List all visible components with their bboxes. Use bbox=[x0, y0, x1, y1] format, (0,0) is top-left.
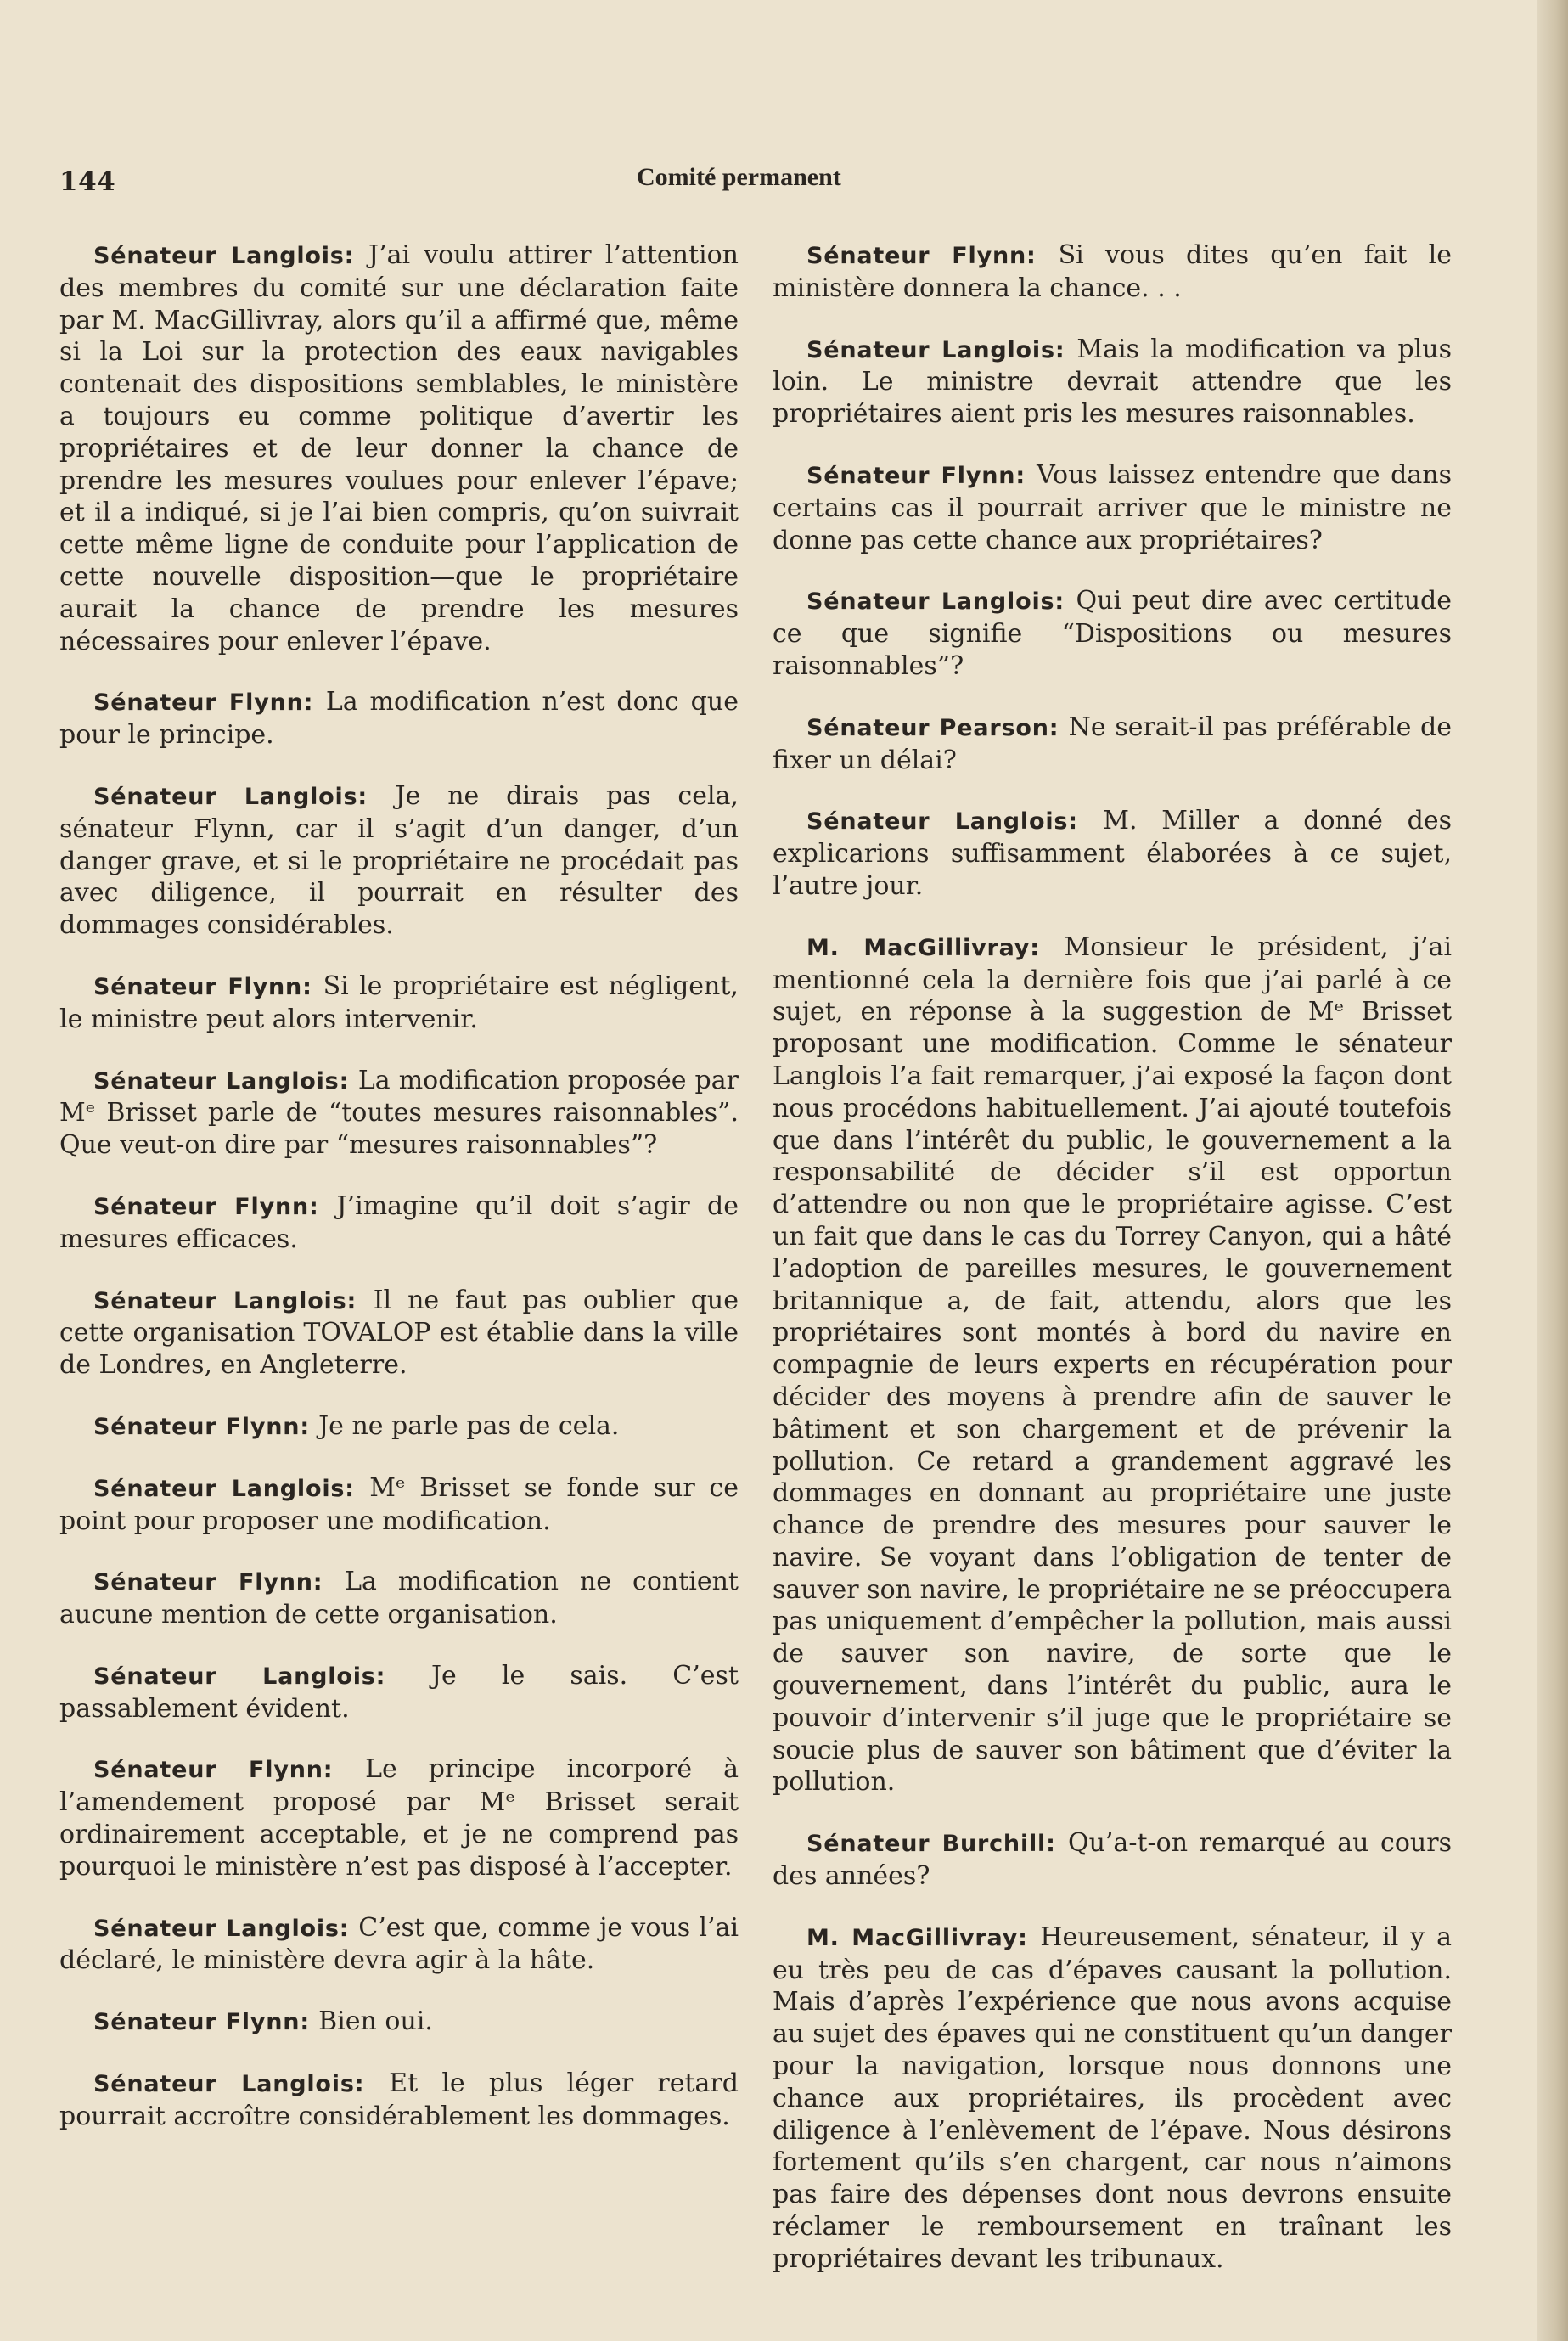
speech-paragraph bbox=[59, 1285, 739, 1382]
speech-text: La modification n’est donc que pour le principe. bbox=[59, 687, 739, 751]
speech-text: Mᵉ Brisset se fonde sur ce point pour proposer une modification. bbox=[59, 1472, 739, 1536]
speech-paragraph bbox=[773, 712, 1452, 777]
speech-paragraph bbox=[773, 1922, 1452, 2276]
right-column bbox=[773, 239, 1452, 2304]
speaker-name: Sénateur Flynn : bbox=[93, 1414, 318, 1440]
speech-paragraph bbox=[773, 459, 1452, 556]
speech-paragraph bbox=[59, 1065, 739, 1162]
speaker-name: Sénateur Flynn : bbox=[806, 243, 1059, 269]
speech-paragraph bbox=[773, 239, 1452, 305]
speaker-name: Sénateur Langlois : bbox=[93, 1476, 369, 1502]
speech-paragraph bbox=[59, 686, 739, 751]
speech-paragraph bbox=[59, 2068, 739, 2133]
speech-paragraph bbox=[59, 2006, 739, 2039]
speaker-name: Sénateur Flynn : bbox=[93, 2009, 318, 2035]
speaker-name: Sénateur Flynn : bbox=[93, 1194, 337, 1220]
running-title: Comité permanent bbox=[637, 163, 841, 191]
speech-text: M. Miller a donné des explicarions suffisamment élaborées à ce sujet, l’autre jour. bbox=[773, 806, 1452, 901]
speech-text: Qui peut dire avec certitude ce que signifie “Dispositions ou mesures raisonnables”? bbox=[773, 586, 1452, 681]
page-number: 144 bbox=[59, 166, 116, 197]
speech-paragraph bbox=[59, 1566, 739, 1631]
speech-paragraph bbox=[59, 239, 739, 657]
speech-text: Et le plus léger retard pourrait accroître considérablement les dommages. bbox=[59, 2068, 739, 2131]
speech-text: Si vous dites qu’en fait le ministère donnera la chance. . . bbox=[773, 240, 1452, 303]
speaker-name: Sénateur Flynn : bbox=[93, 1569, 345, 1595]
speaker-name: Sénateur Flynn : bbox=[93, 974, 323, 1000]
speech-text: Monsieur le président, j’ai mentionné cela la dernière fois que j’ai parlé à ce sujet, en réponse à la suggestion de Mᵉ Brisset proposant une modification. Comme le sénateur Langlois l’a fait remarquer, j’ai exposé la façon dont nous procédons habituellement. J’ai ajouté toutefois que dans l’intérêt du public, le gouvernement a la responsabilité de décider s’il est opportun d’attendre ou non que le propriétaire agisse. C’est un fait que dans le cas du Torrey Canyon, qui a hâté l’adoption de pareilles mesures, le gouvernement britannique a, de fait, attendu, alors que les propriétaires sont montés à bord du navire en compagnie de leurs experts en récupération pour décider des moyens à prendre afin de sauver le bâtiment et son chargement et de prévenir la pollution. Ce retard a grandement aggravé les dommages en donnant au propriétaire une juste chance de prendre des mesures pour sauver le navire. Se voyant dans l’obligation de tenter de sauver son navire, le propriétaire ne se préoccupera pas uniquement d’empêcher la pollution, mais aussi de sauver son navire, de sorte que le gouvernement, dans l’intérêt du public, aura le pouvoir d’intervenir s’il juge que le propriétaire se soucie plus de sauver son bâtiment que d’éviter la pollution. bbox=[773, 931, 1452, 1798]
speech-paragraph bbox=[59, 1912, 739, 1978]
page-header bbox=[59, 163, 1460, 209]
speech-text: Je le sais. C’est passablement évident. bbox=[59, 1660, 739, 1724]
speaker-name: M. MacGillivray : bbox=[806, 935, 1065, 961]
speech-text: Vous laissez entendre que dans certains cas il pourrait arriver que le ministre ne donne pas cette chance aux propriétaires? bbox=[773, 459, 1452, 555]
speaker-name: Sénateur Flynn : bbox=[806, 463, 1037, 489]
page-edge bbox=[1537, 0, 1568, 2341]
speaker-name: Sénateur Langlois : bbox=[806, 337, 1076, 363]
speech-text: Je ne dirais pas cela, sénateur Flynn, car il s’agit d’un danger, d’un danger grave, et si le propriétaire ne procédait pas avec diligence, il pourrait en résulter des dommages considérables. bbox=[59, 780, 739, 941]
speech-paragraph bbox=[773, 1827, 1452, 1893]
speech-text: C’est que, comme je vous l’ai déclaré, le ministère devra agir à la hâte. bbox=[59, 1912, 739, 1976]
speech-text: Mais la modification va plus loin. Le ministre devrait attendre que les propriétaires aient pris les mesures raisonnables. bbox=[773, 334, 1452, 430]
speech-text: Qu’a-t-on remarqué au cours des années? bbox=[773, 1828, 1452, 1892]
speaker-name: Sénateur Langlois : bbox=[806, 588, 1076, 615]
speech-paragraph bbox=[59, 971, 739, 1036]
speech-paragraph bbox=[773, 805, 1452, 902]
speech-paragraph bbox=[773, 931, 1452, 1799]
speaker-name: M. MacGillivray : bbox=[806, 1925, 1040, 1951]
speech-paragraph bbox=[59, 780, 739, 942]
speaker-name: Sénateur Langlois : bbox=[806, 808, 1103, 835]
speech-text: La modification ne contient aucune mention de cette organisation. bbox=[59, 1567, 739, 1630]
speaker-name: Sénateur Langlois : bbox=[93, 243, 368, 269]
speech-text: Ne serait-il pas préférable de fixer un délai? bbox=[773, 712, 1452, 775]
speaker-name: Sénateur Flynn : bbox=[93, 689, 326, 716]
speech-text: Heureusement, sénateur, il y a eu très peu de cas d’épaves causant la pollution. Mais d’après l’expérience que nous avons acquise au sujet des épaves qui ne constituent qu’un danger pour la navigation, lorsque nous donnons une chance aux propriétaires, ils procèdent avec diligence à l’enlèvement de l’épave. Nous désirons fortement qu’ils s’en chargent, car nous n’aimons pas faire des dépenses dont nous devrons ensuite réclamer le remboursement en traînant les propriétaires devant les tribunaux. bbox=[773, 1922, 1452, 2274]
speech-text: La modification proposée par Mᵉ Brisset parle de “toutes mesures raisonnables”. Que veut-on dire par “mesures raisonnables”? bbox=[59, 1065, 739, 1161]
speech-text: Le principe incorporé à l’amendement proposé par Mᵉ Brisset serait ordinairement acceptable, et je ne comprend pas pourquoi le ministère n’est pas disposé à l’accepter. bbox=[59, 1754, 739, 1882]
speaker-name: Sénateur Flynn : bbox=[93, 1757, 365, 1783]
speech-paragraph bbox=[59, 1190, 739, 1256]
speech-text: J’ai voulu attirer l’attention des membres du comité sur une déclaration faite par M. MacGillivray, alors qu’il a affirmé que, même si la Loi sur la protection des eaux navigables contenait des dispositions semblables, le ministère a toujours eu comme politique d’avertir les propriétaires et de leur donner la chance de prendre les mesures voulues pour enlever l’épave; et il a indiqué, si je l’ai bien compris, qu’on suivrait cette même ligne de conduite pour l’application de cette nouvelle disposition—que le propriétaire aurait la chance de prendre les mesures nécessaires pour enlever l’épave. bbox=[59, 240, 739, 656]
speech-text: Il ne faut pas oublier que cette organisation TOVALOP est établie dans la ville de Londres, en Angleterre. bbox=[59, 1285, 739, 1381]
speech-paragraph bbox=[59, 1472, 739, 1538]
speaker-name: Sénateur Langlois : bbox=[93, 1916, 358, 1942]
speech-paragraph bbox=[59, 1660, 739, 1725]
speaker-name: Sénateur Langlois : bbox=[93, 1663, 431, 1690]
speaker-name: Sénateur Langlois : bbox=[93, 1288, 374, 1314]
speaker-name: Sénateur Langlois : bbox=[93, 784, 396, 810]
speech-text: Si le propriétaire est négligent, le ministre peut alors intervenir. bbox=[59, 971, 739, 1034]
speech-paragraph bbox=[773, 334, 1452, 430]
speaker-name: Sénateur Burchill : bbox=[806, 1831, 1068, 1857]
speech-paragraph bbox=[59, 1410, 739, 1443]
speaker-name: Sénateur Langlois : bbox=[93, 1068, 358, 1095]
speech-text: Bien oui. bbox=[318, 2006, 433, 2037]
speaker-name: Sénateur Langlois : bbox=[93, 2071, 389, 2097]
left-column bbox=[59, 239, 739, 2162]
speech-text: J’imagine qu’il doit s’agir de mesures efficaces. bbox=[59, 1190, 739, 1254]
speech-text: Je ne parle pas de cela. bbox=[318, 1410, 620, 1441]
speech-paragraph bbox=[59, 1753, 739, 1882]
speech-paragraph bbox=[773, 585, 1452, 682]
speaker-name: Sénateur Pearson : bbox=[806, 715, 1069, 741]
